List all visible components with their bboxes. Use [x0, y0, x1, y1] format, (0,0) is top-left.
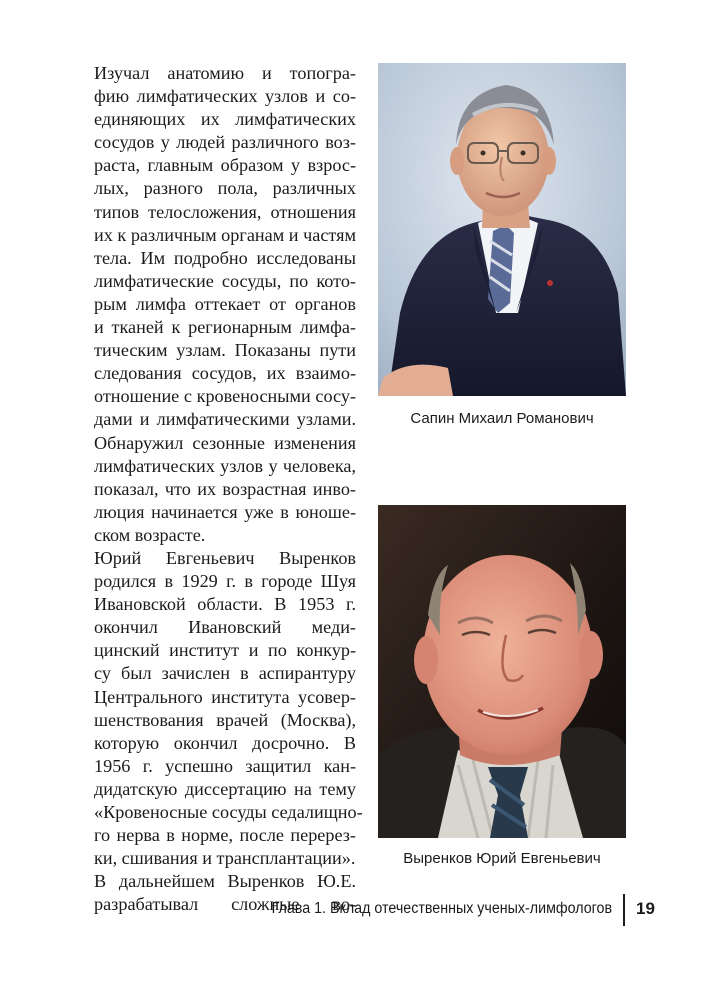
text-line: показал, что их возрастная инво-	[94, 478, 356, 499]
text-line: В дальнейшем Выренков Ю.Е.	[94, 871, 356, 892]
text-line: су был зачислен в аспирантуру	[94, 663, 356, 684]
text-line: единяющих их лимфатических	[94, 109, 356, 130]
text-line: лимфатических узлов у человека,	[94, 455, 356, 476]
text-line: разрабатывал сложные во-	[94, 894, 356, 915]
text-line: фию лимфатических узлов и со-	[94, 86, 356, 107]
paragraph-1	[68, 62, 356, 547]
text-line: типов телосложения, отношения	[94, 201, 356, 222]
text-line: Обнаружил сезонные изменения	[94, 432, 356, 453]
text-line: отношение с кровеносными сосу-	[94, 386, 356, 407]
portrait-vyrenkov-image	[378, 505, 626, 838]
text-line: окончил Ивановский меди-	[94, 617, 356, 638]
text-line: лимфатические сосуды, по кото-	[94, 270, 356, 291]
text-line: лых, разного пола, различных	[94, 178, 356, 199]
portrait-sapin-image	[378, 63, 626, 396]
text-line: ки, сшивания и трансплантации».	[94, 848, 356, 869]
text-line: го нерва в норме, после перерез-	[94, 825, 356, 846]
text-line: дами и лимфатическими узлами.	[94, 409, 356, 430]
body-text	[68, 62, 363, 916]
text-line: Юрий Евгеньевич Выренков	[94, 547, 356, 568]
text-line: раста, главным образом у взрос-	[94, 155, 356, 176]
text-line: их к различным органам и частям	[94, 224, 356, 245]
text-line: сосудов у людей различного воз-	[94, 132, 356, 153]
text-line: родился в 1929 г. в городе Шуя	[94, 571, 356, 592]
text-line: тела. Им подробно исследованы	[94, 247, 356, 268]
text-line: «Кровеносные сосуды седалищно-	[94, 802, 363, 822]
text-line: Ивановской области. В 1953 г.	[94, 594, 356, 615]
text-line: шенствования врачей (Москва),	[94, 709, 356, 730]
text-line: Центрального института усовер-	[94, 686, 356, 707]
text-line: рым лимфа оттекает от органов	[94, 293, 356, 314]
text-line: дидатскую диссертацию на тему	[94, 778, 356, 799]
text-line: люция начинается уже в юноше-	[94, 501, 356, 522]
page-number: 19	[636, 899, 655, 918]
text-line: тическим узлам. Показаны пути	[94, 340, 356, 361]
text-line: следования сосудов, их взаимо-	[94, 363, 356, 384]
text-line: Изучал анатомию и топогра-	[94, 63, 356, 83]
text-line: и тканей к регионарным лимфа-	[94, 317, 356, 338]
paragraph-2	[68, 547, 363, 870]
portrait-vyrenkov	[378, 505, 626, 838]
footer-divider	[623, 894, 625, 926]
text-line: 1956 г. успешно защитил кан-	[94, 755, 356, 776]
figure-caption-vyrenkov: Выренков Юрий Евгеньевич	[403, 850, 601, 867]
text-line: ском возрасте.	[94, 524, 206, 545]
text-line: цинский институт и по конкур-	[94, 640, 356, 661]
figure-caption-sapin: Сапин Михаил Романович	[410, 410, 594, 427]
running-footer-chapter: Глава 1. Вклад отечественных ученых-лимфологов	[271, 900, 612, 917]
text-line: которую окончил досрочно. В	[94, 732, 356, 753]
portrait-sapin	[378, 63, 626, 396]
